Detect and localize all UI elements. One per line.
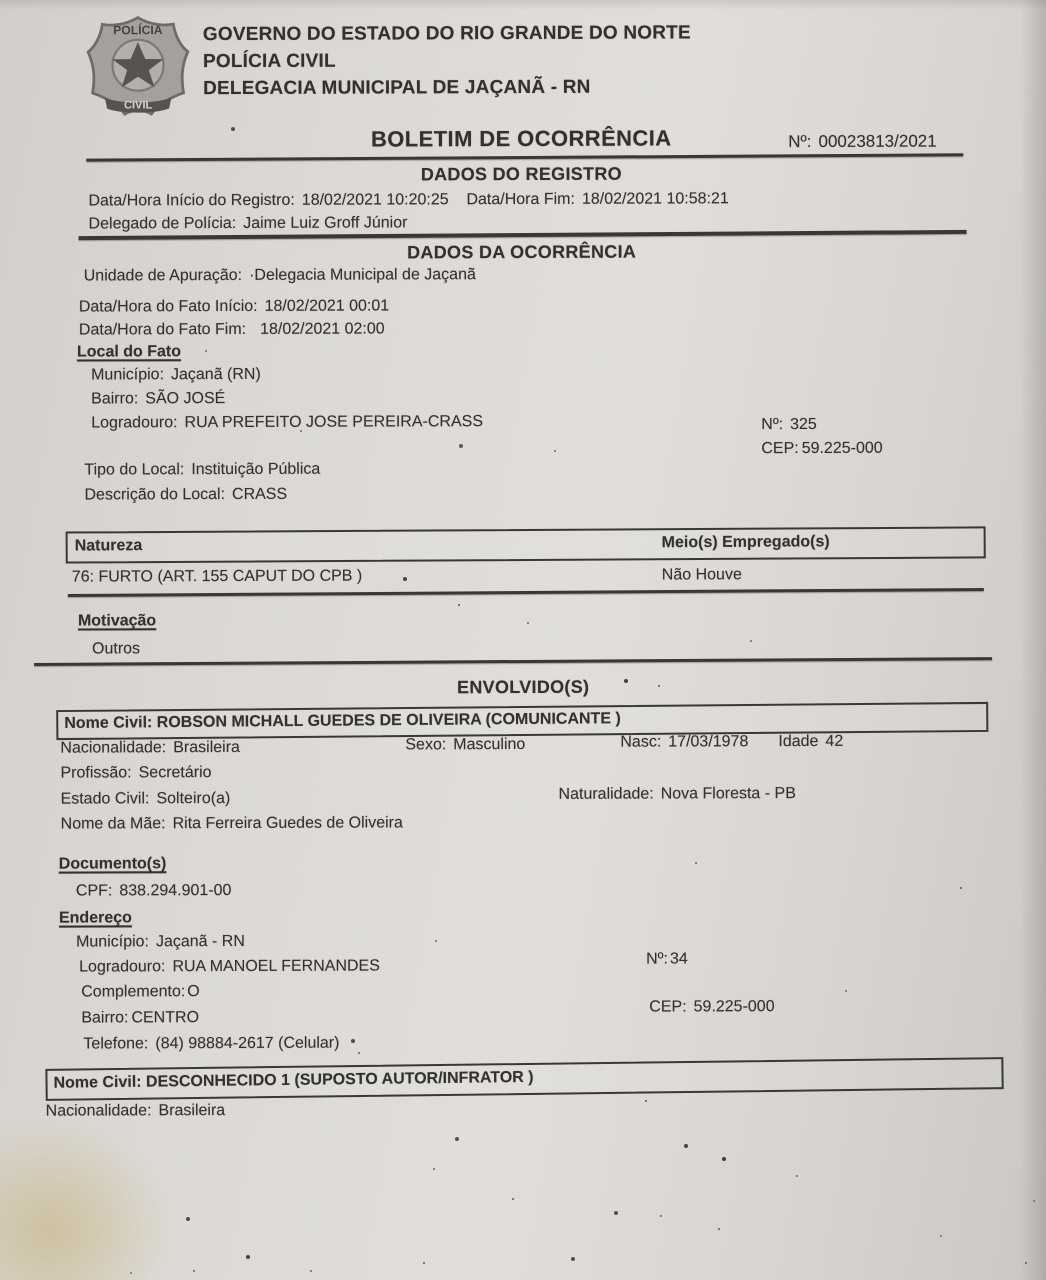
registro-delegado-value: Jaime Luiz Groff Júnior xyxy=(243,214,408,232)
endereco-cep-label: CEP: xyxy=(649,998,687,1016)
local-municipio-label: Município: xyxy=(91,366,165,384)
org-line-2: POLÍCIA CIVIL xyxy=(202,50,336,73)
pessoa2-nome-civil: Nome Civil: DESCONHECIDO 1 (SUPOSTO AUTOR/INFRATOR ) xyxy=(53,1068,534,1092)
org-line-1: GOVERNO DO ESTADO DO RIO GRANDE DO NORTE xyxy=(202,22,691,46)
section-dados-ocorrencia: DADOS DA OCORRÊNCIA xyxy=(407,241,637,263)
endereco-complemento xyxy=(81,982,200,1002)
endereco-numero-value: 34 xyxy=(669,950,688,968)
endereco-bairro-label: Bairro: xyxy=(81,1009,129,1027)
divider xyxy=(34,657,992,666)
endereco-numero xyxy=(646,949,688,969)
pessoa1-nome-civil: Nome Civil: ROBSON MICHALL GUEDES DE OLIVEIRA (COMUNICANTE ) xyxy=(64,710,621,732)
pessoa1-nacionalidade-value: Brasileira xyxy=(173,738,240,757)
endereco-complemento-value: O xyxy=(187,983,200,1001)
endereco-municipio-label: Município: xyxy=(76,933,150,951)
scan-stain xyxy=(0,1120,170,1280)
endereco-municipio-value: Jaçanã - RN xyxy=(155,932,245,951)
pessoa1-estado-civil-value: Solteiro(a) xyxy=(156,790,231,808)
scan-edge-shadow xyxy=(1020,0,1046,1280)
fato-fim-value: 18/02/2021 02:00 xyxy=(260,320,385,338)
page-title: BOLETIM DE OCORRÊNCIA xyxy=(370,125,672,152)
pessoa2-nacionalidade xyxy=(46,1101,226,1122)
registro-fim-value: 18/02/2021 10:58:21 xyxy=(581,190,729,208)
motivacao-value: Outros xyxy=(91,640,141,658)
natureza-header-box xyxy=(66,526,986,563)
local-tipo-value: Instituição Pública xyxy=(191,460,321,479)
pessoa1-cpf xyxy=(76,881,232,902)
natureza-col2: Meio(s) Empregado(s) xyxy=(661,533,830,552)
endereco-heading: Endereço xyxy=(58,909,132,927)
pessoa2-nome-box xyxy=(45,1057,1003,1101)
local-bairro xyxy=(91,389,225,409)
fato-fim-label: Data/Hora do Fato Fim: xyxy=(78,320,247,339)
pessoa1-telefone-label: Telefone: xyxy=(83,1035,149,1053)
local-municipio-value: Jaçanã (RN) xyxy=(170,365,261,384)
pessoa1-nome-mae-label: Nome da Mãe: xyxy=(60,815,166,833)
fato-inicio xyxy=(79,296,389,317)
pessoa2-nacionalidade-value: Brasileira xyxy=(158,1102,226,1120)
pessoa1-cpf-label: CPF: xyxy=(75,882,113,900)
endereco-cep xyxy=(649,997,774,1017)
pessoa1-nacionalidade xyxy=(60,738,240,759)
pessoa1-profissao xyxy=(60,763,211,784)
pessoa1-naturalidade-value: Nova Floresta - PB xyxy=(660,785,796,803)
policia-civil-badge-icon xyxy=(82,15,194,117)
pessoa1-sexo-label: Sexo: xyxy=(405,736,447,754)
registro-inicio-value: 18/02/2021 10:20:25 xyxy=(301,191,449,209)
pessoa1-nascimento-label: Nasc: xyxy=(620,733,662,751)
report-number-value: 00023813/2021 xyxy=(818,131,937,151)
local-numero-value: 325 xyxy=(790,415,817,434)
natureza-col1: Natureza xyxy=(74,537,143,555)
fato-fim xyxy=(79,319,385,340)
local-cep xyxy=(761,439,882,459)
local-municipio xyxy=(91,365,261,386)
local-descricao xyxy=(84,485,287,506)
local-logradouro-label: Logradouro: xyxy=(91,414,178,432)
section-dados-registro: DADOS DO REGISTRO xyxy=(420,163,622,185)
pessoa1-nascimento xyxy=(620,732,748,752)
local-bairro-value: SÃO JOSÉ xyxy=(145,390,226,408)
pessoa1-profissao-value: Secretário xyxy=(138,764,212,782)
endereco-municipio xyxy=(76,932,245,953)
unidade-apuracao-label: Unidade de Apuração: xyxy=(83,266,243,285)
report-number-label: Nº: xyxy=(788,131,812,152)
registro-fim xyxy=(466,189,728,210)
unidade-apuracao-value: ·Delegacia Municipal de Jaçanã xyxy=(249,266,476,284)
pessoa1-nome-mae-value: Rita Ferreira Guedes de Oliveira xyxy=(172,814,403,833)
registro-inicio xyxy=(88,190,448,211)
org-line-3: DELEGACIA MUNICIPAL DE JAÇANÃ - RN xyxy=(203,76,591,100)
pessoa1-sexo-value: Masculino xyxy=(453,735,526,754)
endereco-cep-value: 59.225-000 xyxy=(693,998,775,1016)
pessoa1-sexo xyxy=(405,735,525,755)
local-descricao-value: CRASS xyxy=(231,485,288,504)
registro-fim-label: Data/Hora Fim: xyxy=(466,190,575,209)
pessoa1-nome-mae xyxy=(61,813,403,834)
documentos-heading: Documento(s) xyxy=(58,855,167,873)
natureza-row-value: 76: FURTO (ART. 155 CAPUT DO CPB ) xyxy=(71,567,363,586)
local-tipo xyxy=(84,460,320,481)
local-descricao-label: Descrição do Local: xyxy=(84,486,226,504)
pessoa1-nascimento-value: 17/03/1978 xyxy=(668,733,749,751)
local-tipo-label: Tipo do Local: xyxy=(84,461,185,479)
pessoa1-naturalidade xyxy=(559,784,796,805)
endereco-logradouro-value: RUA MANOEL FERNANDES xyxy=(172,957,380,976)
registro-inicio-label: Data/Hora Início do Registro: xyxy=(88,191,295,210)
local-bairro-label: Bairro: xyxy=(91,390,139,408)
local-numero xyxy=(761,415,817,435)
report-number xyxy=(788,132,936,153)
local-cep-value: 59.225-000 xyxy=(801,439,883,458)
pessoa1-nacionalidade-label: Nacionalidade: xyxy=(60,739,167,757)
local-logradouro-value: RUA PREFEITO JOSE PEREIRA-CRASS xyxy=(184,413,484,432)
pessoa1-naturalidade-label: Naturalidade: xyxy=(558,785,654,803)
pessoa1-cpf-value: 838.294.901-00 xyxy=(119,882,232,900)
fato-inicio-value: 18/02/2021 00:01 xyxy=(264,297,390,315)
endereco-bairro-value: CENTRO xyxy=(131,1009,200,1027)
pessoa1-idade-label: Idade xyxy=(778,732,819,751)
registro-delegado xyxy=(89,213,408,234)
motivacao-heading: Motivação xyxy=(77,612,157,630)
section-envolvidos: ENVOLVIDO(S) xyxy=(456,676,590,698)
meio-empregado-value: Não Houve xyxy=(661,566,742,584)
local-numero-label: Nº: xyxy=(761,416,784,434)
divider xyxy=(86,153,963,161)
pessoa1-idade-value: 42 xyxy=(825,732,844,750)
endereco-logradouro-label: Logradouro: xyxy=(79,958,166,976)
pessoa1-estado-civil-label: Estado Civil: xyxy=(60,790,150,808)
pessoa1-idade xyxy=(778,732,843,752)
local-logradouro xyxy=(91,412,483,433)
endereco-bairro xyxy=(81,1008,199,1028)
badge-bottom-label: CIVIL xyxy=(123,99,153,112)
org-header xyxy=(203,19,691,102)
pessoa1-profissao-label: Profissão: xyxy=(60,764,132,782)
endereco-numero-label: Nº: xyxy=(646,950,668,968)
pessoa1-estado-civil xyxy=(61,789,231,810)
divider xyxy=(68,588,984,597)
pessoa2-nacionalidade-label: Nacionalidade: xyxy=(45,1102,152,1120)
badge-top-label: POLÍCIA xyxy=(113,23,163,38)
pessoa1-telefone xyxy=(83,1034,339,1055)
local-cep-label: CEP: xyxy=(761,440,799,458)
scan-edge-shadow-top xyxy=(0,0,1046,10)
endereco-complemento-label: Complemento: xyxy=(81,983,186,1001)
fato-inicio-label: Data/Hora do Fato Início: xyxy=(78,297,258,316)
endereco-logradouro xyxy=(79,957,380,978)
pessoa1-telefone-value: (84) 98884-2617 (Celular) xyxy=(155,1034,340,1053)
registro-delegado-label: Delegado de Polícia: xyxy=(88,214,237,233)
unidade-apuracao xyxy=(84,265,476,286)
local-fato-heading: Local do Fato xyxy=(76,343,182,361)
